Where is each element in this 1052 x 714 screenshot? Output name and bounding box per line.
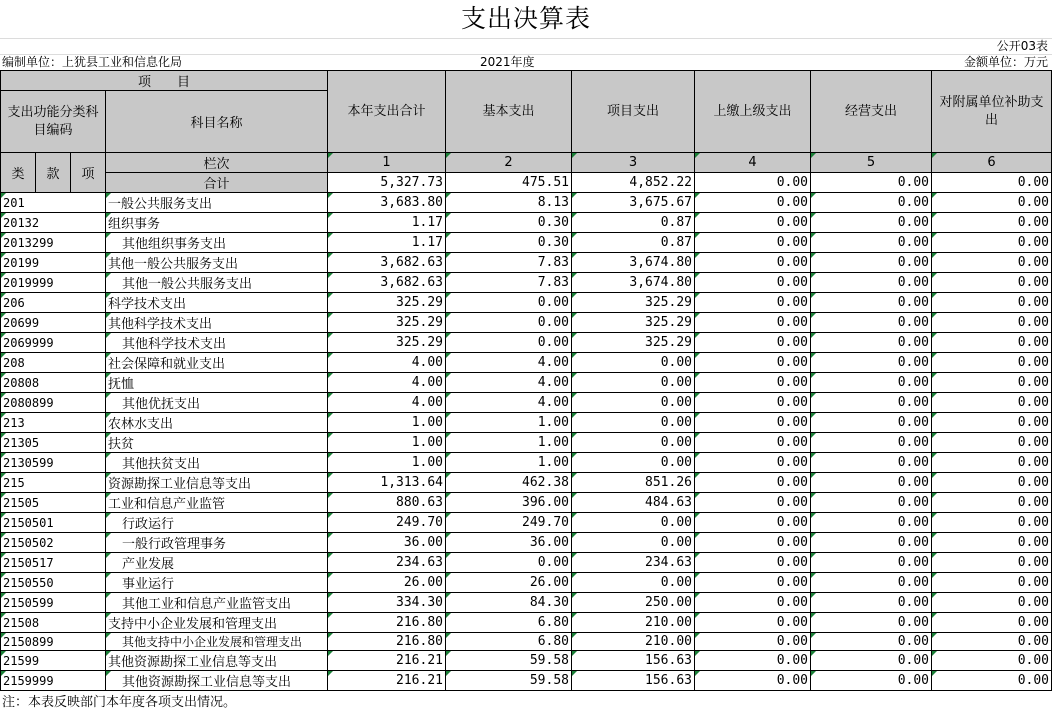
- row-value-col5[interactable]: 0.00: [811, 493, 932, 513]
- row-code[interactable]: 21508: [1, 613, 106, 633]
- row-subject-name[interactable]: 其他支持中小企业发展和管理支出: [106, 633, 328, 651]
- row-value-col6[interactable]: 0.00: [932, 533, 1052, 553]
- row-subject-name[interactable]: 其他工业和信息产业监管支出: [106, 593, 328, 613]
- row-value-col4[interactable]: 0.00: [695, 393, 811, 413]
- row-value-col6[interactable]: 0.00: [932, 213, 1052, 233]
- row-code[interactable]: 2130599: [1, 453, 106, 473]
- row-subject-name[interactable]: 其他扶贫支出: [106, 453, 328, 473]
- row-value-col5[interactable]: 0.00: [811, 633, 932, 651]
- row-subject-name[interactable]: 其他科学技术支出: [106, 333, 328, 353]
- row-value-col2[interactable]: 59.58: [446, 651, 572, 671]
- row-value-col5[interactable]: 0.00: [811, 613, 932, 633]
- col-total-header: 本年支出合计: [328, 71, 446, 153]
- xiang-header: 项: [71, 153, 106, 193]
- row-value-col1[interactable]: 216.21: [328, 671, 446, 691]
- row-value-col1[interactable]: 1.00: [328, 433, 446, 453]
- row-value-col3[interactable]: 3,675.67: [572, 193, 695, 213]
- row-subject-name[interactable]: 其他一般公共服务支出: [106, 273, 328, 293]
- row-code[interactable]: 20199: [1, 253, 106, 273]
- row-value-col5[interactable]: 0.00: [811, 553, 932, 573]
- row-value-col4[interactable]: 0.00: [695, 513, 811, 533]
- row-value-col4[interactable]: 0.00: [695, 493, 811, 513]
- row-subject-name[interactable]: 事业运行: [106, 573, 328, 593]
- row-value-col4[interactable]: 0.00: [695, 573, 811, 593]
- table-row[interactable]: [1, 613, 1052, 633]
- meta-info-row: [0, 54, 1052, 70]
- col-business-header: 经营支出: [811, 71, 932, 153]
- row-subject-name[interactable]: 产业发展: [106, 553, 328, 573]
- item-header: 项 目: [1, 71, 328, 91]
- row-value-col4[interactable]: 0.00: [695, 333, 811, 353]
- table-row[interactable]: [1, 253, 1052, 273]
- row-value-col2[interactable]: 36.00: [446, 533, 572, 553]
- row-value-col6[interactable]: 0.00: [932, 453, 1052, 473]
- table-row[interactable]: [1, 453, 1052, 473]
- row-value-col1[interactable]: 325.29: [328, 293, 446, 313]
- total-v1: 5,327.73: [328, 173, 446, 193]
- row-value-col4[interactable]: 0.00: [695, 473, 811, 493]
- row-value-col1[interactable]: 3,682.63: [328, 273, 446, 293]
- row-value-col1[interactable]: 1,313.64: [328, 473, 446, 493]
- row-value-col5[interactable]: 0.00: [811, 651, 932, 671]
- row-value-col3[interactable]: 210.00: [572, 633, 695, 651]
- row-subject-name[interactable]: 其他资源勘探工业信息等支出: [106, 671, 328, 691]
- table-row[interactable]: [1, 373, 1052, 393]
- row-value-col4[interactable]: 0.00: [695, 313, 811, 333]
- form-number: 公开03表: [996, 39, 1048, 53]
- amount-unit: 金额单位：万元: [963, 55, 1048, 69]
- row-value-col6[interactable]: 0.00: [932, 593, 1052, 613]
- row-value-col1[interactable]: 1.00: [328, 413, 446, 433]
- total-v3: 4,852.22: [572, 173, 695, 193]
- row-value-col2[interactable]: 7.83: [446, 273, 572, 293]
- row-value-col5[interactable]: 0.00: [811, 313, 932, 333]
- row-value-col4[interactable]: 0.00: [695, 233, 811, 253]
- row-value-col1[interactable]: 325.29: [328, 313, 446, 333]
- row-value-col1[interactable]: 1.17: [328, 233, 446, 253]
- row-value-col6[interactable]: 0.00: [932, 233, 1052, 253]
- row-value-col2[interactable]: 462.38: [446, 473, 572, 493]
- total-v5: 0.00: [811, 173, 932, 193]
- row-subject-name[interactable]: 支持中小企业发展和管理支出: [106, 613, 328, 633]
- row-value-col1[interactable]: 216.80: [328, 633, 446, 651]
- page-title: 支出决算表: [460, 4, 591, 33]
- row-value-col5[interactable]: 0.00: [811, 573, 932, 593]
- row-subject-name[interactable]: 扶贫: [106, 433, 328, 453]
- table-row[interactable]: [1, 493, 1052, 513]
- lei-header: 类: [1, 153, 36, 193]
- table-row[interactable]: [1, 333, 1052, 353]
- row-value-col2[interactable]: 0.00: [446, 313, 572, 333]
- row-value-col2[interactable]: 1.00: [446, 453, 572, 473]
- row-value-col2[interactable]: 6.80: [446, 633, 572, 651]
- row-code[interactable]: 20808: [1, 373, 106, 393]
- row-value-col1[interactable]: 3,683.80: [328, 193, 446, 213]
- row-value-col1[interactable]: 880.63: [328, 493, 446, 513]
- row-value-col1[interactable]: 26.00: [328, 573, 446, 593]
- row-value-col5[interactable]: 0.00: [811, 213, 932, 233]
- row-code[interactable]: 21599: [1, 651, 106, 671]
- row-value-col1[interactable]: 1.17: [328, 213, 446, 233]
- row-subject-name[interactable]: 其他资源勘探工业信息等支出: [106, 651, 328, 671]
- col-subsidy-header: 对附属单位补助支出: [932, 71, 1052, 153]
- row-code[interactable]: 2150502: [1, 533, 106, 553]
- row-code[interactable]: 2080899: [1, 393, 106, 413]
- row-value-col3[interactable]: 0.00: [572, 393, 695, 413]
- row-value-col1[interactable]: 325.29: [328, 333, 446, 353]
- table-row[interactable]: [1, 533, 1052, 553]
- row-value-col3[interactable]: 3,674.80: [572, 253, 695, 273]
- row-code[interactable]: 215: [1, 473, 106, 493]
- row-subject-name[interactable]: 其他组织事务支出: [106, 233, 328, 253]
- col-basic-header: 基本支出: [446, 71, 572, 153]
- row-value-col5[interactable]: 0.00: [811, 233, 932, 253]
- row-code[interactable]: 21305: [1, 433, 106, 453]
- row-value-col5[interactable]: 0.00: [811, 373, 932, 393]
- col-number-4: 4: [695, 153, 811, 173]
- table-row[interactable]: [1, 353, 1052, 373]
- row-code[interactable]: 2159999: [1, 671, 106, 691]
- row-value-col5[interactable]: 0.00: [811, 533, 932, 553]
- row-value-col6[interactable]: 0.00: [932, 313, 1052, 333]
- row-code[interactable]: 2150599: [1, 593, 106, 613]
- row-code[interactable]: 2150550: [1, 573, 106, 593]
- table-row[interactable]: [1, 193, 1052, 213]
- row-value-col5[interactable]: 0.00: [811, 393, 932, 413]
- col-upper-header: 上缴上级支出: [695, 71, 811, 153]
- row-value-col5[interactable]: 0.00: [811, 333, 932, 353]
- row-value-col4[interactable]: 0.00: [695, 433, 811, 453]
- row-subject-name[interactable]: 社会保障和就业支出: [106, 353, 328, 373]
- col-number-3: 3: [572, 153, 695, 173]
- row-value-col2[interactable]: 396.00: [446, 493, 572, 513]
- row-value-col3[interactable]: 484.63: [572, 493, 695, 513]
- row-value-col3[interactable]: 0.00: [572, 413, 695, 433]
- row-value-col6[interactable]: 0.00: [932, 493, 1052, 513]
- row-value-col5[interactable]: 0.00: [811, 453, 932, 473]
- row-code[interactable]: 2150899: [1, 633, 106, 651]
- row-value-col6[interactable]: 0.00: [932, 273, 1052, 293]
- row-value-col6[interactable]: 0.00: [932, 513, 1052, 533]
- row-value-col4[interactable]: 0.00: [695, 651, 811, 671]
- row-value-col4[interactable]: 0.00: [695, 373, 811, 393]
- row-value-col3[interactable]: 325.29: [572, 293, 695, 313]
- table-row[interactable]: [1, 513, 1052, 533]
- table-row[interactable]: [1, 473, 1052, 493]
- row-value-col2[interactable]: 0.00: [446, 553, 572, 573]
- table-row[interactable]: [1, 233, 1052, 253]
- row-value-col3[interactable]: 210.00: [572, 613, 695, 633]
- row-value-col6[interactable]: 0.00: [932, 633, 1052, 651]
- total-v4: 0.00: [695, 173, 811, 193]
- row-value-col6[interactable]: 0.00: [932, 473, 1052, 493]
- row-value-col2[interactable]: 8.13: [446, 193, 572, 213]
- row-value-col3[interactable]: 0.00: [572, 453, 695, 473]
- table-row[interactable]: [1, 293, 1052, 313]
- row-value-col2[interactable]: 0.00: [446, 333, 572, 353]
- row-value-col5[interactable]: 0.00: [811, 671, 932, 691]
- row-value-col2[interactable]: 4.00: [446, 373, 572, 393]
- row-value-col3[interactable]: 0.00: [572, 353, 695, 373]
- total-v2: 475.51: [446, 173, 572, 193]
- row-value-col5[interactable]: 0.00: [811, 593, 932, 613]
- col-number-2: 2: [446, 153, 572, 173]
- row-value-col4[interactable]: 0.00: [695, 553, 811, 573]
- row-value-col5[interactable]: 0.00: [811, 353, 932, 373]
- row-value-col2[interactable]: 6.80: [446, 613, 572, 633]
- row-subject-name[interactable]: 一般行政管理事务: [106, 533, 328, 553]
- row-value-col3[interactable]: 325.29: [572, 333, 695, 353]
- row-subject-name[interactable]: 其他优抚支出: [106, 393, 328, 413]
- col-number-6: 6: [932, 153, 1052, 173]
- row-value-col2[interactable]: 1.00: [446, 433, 572, 453]
- row-code[interactable]: 201: [1, 193, 106, 213]
- table-note: 注：本表反映部门本年度各项支出情况。: [2, 695, 237, 710]
- row-value-col6[interactable]: 0.00: [932, 433, 1052, 453]
- subject-name-header: 科目名称: [106, 91, 328, 153]
- row-value-col6[interactable]: 0.00: [932, 553, 1052, 573]
- row-value-col1[interactable]: 4.00: [328, 393, 446, 413]
- total-v6: 0.00: [932, 173, 1052, 193]
- row-code[interactable]: 2013299: [1, 233, 106, 253]
- row-value-col6[interactable]: 0.00: [932, 293, 1052, 313]
- table-row[interactable]: [1, 573, 1052, 593]
- row-value-col1[interactable]: 4.00: [328, 353, 446, 373]
- row-code[interactable]: 208: [1, 353, 106, 373]
- row-code[interactable]: 2150517: [1, 553, 106, 573]
- row-value-col4[interactable]: 0.00: [695, 633, 811, 651]
- row-value-col4[interactable]: 0.00: [695, 533, 811, 553]
- table-row[interactable]: [1, 671, 1052, 691]
- row-value-col4[interactable]: 0.00: [695, 353, 811, 373]
- row-value-col2[interactable]: 1.00: [446, 413, 572, 433]
- func-code-header: 支出功能分类科目编码: [1, 91, 106, 153]
- row-value-col2[interactable]: 0.30: [446, 213, 572, 233]
- row-value-col6[interactable]: 0.00: [932, 613, 1052, 633]
- row-code[interactable]: 21505: [1, 493, 106, 513]
- row-value-col3[interactable]: 851.26: [572, 473, 695, 493]
- fiscal-year: 2021年度: [480, 55, 535, 69]
- row-value-col4[interactable]: 0.00: [695, 413, 811, 433]
- row-value-col3[interactable]: 234.63: [572, 553, 695, 573]
- col-number-5: 5: [811, 153, 932, 173]
- row-value-col4[interactable]: 0.00: [695, 273, 811, 293]
- row-value-col2[interactable]: 7.83: [446, 253, 572, 273]
- row-value-col6[interactable]: 0.00: [932, 193, 1052, 213]
- table-row[interactable]: [1, 553, 1052, 573]
- row-value-col6[interactable]: 0.00: [932, 671, 1052, 691]
- row-subject-name[interactable]: 工业和信息产业监管: [106, 493, 328, 513]
- lanci-header: 栏次: [106, 153, 328, 173]
- row-code[interactable]: 2150501: [1, 513, 106, 533]
- row-value-col6[interactable]: 0.00: [932, 373, 1052, 393]
- row-subject-name[interactable]: 一般公共服务支出: [106, 193, 328, 213]
- row-value-col1[interactable]: 249.70: [328, 513, 446, 533]
- row-value-col6[interactable]: 0.00: [932, 651, 1052, 671]
- form-number-row: [0, 38, 1052, 54]
- kuan-header: 款: [36, 153, 71, 193]
- row-value-col3[interactable]: 0.87: [572, 233, 695, 253]
- row-value-col6[interactable]: 0.00: [932, 253, 1052, 273]
- col-number-1: 1: [328, 153, 446, 173]
- table-body: [1, 193, 1052, 691]
- row-value-col6[interactable]: 0.00: [932, 573, 1052, 593]
- row-value-col4[interactable]: 0.00: [695, 193, 811, 213]
- table-row[interactable]: [1, 393, 1052, 413]
- row-subject-name[interactable]: 其他科学技术支出: [106, 313, 328, 333]
- row-value-col5[interactable]: 0.00: [811, 473, 932, 493]
- row-value-col3[interactable]: 156.63: [572, 651, 695, 671]
- row-value-col2[interactable]: 0.30: [446, 233, 572, 253]
- row-value-col1[interactable]: 36.00: [328, 533, 446, 553]
- table-row[interactable]: [1, 313, 1052, 333]
- total-label: 合计: [106, 173, 328, 193]
- row-value-col2[interactable]: 59.58: [446, 671, 572, 691]
- table-row[interactable]: [1, 633, 1052, 651]
- row-code[interactable]: 20699: [1, 313, 106, 333]
- row-value-col3[interactable]: 0.00: [572, 513, 695, 533]
- row-value-col5[interactable]: 0.00: [811, 253, 932, 273]
- row-value-col5[interactable]: 0.00: [811, 513, 932, 533]
- row-value-col3[interactable]: 156.63: [572, 671, 695, 691]
- row-value-col5[interactable]: 0.00: [811, 433, 932, 453]
- row-value-col2[interactable]: 84.30: [446, 593, 572, 613]
- row-subject-name[interactable]: 其他一般公共服务支出: [106, 253, 328, 273]
- row-value-col4[interactable]: 0.00: [695, 593, 811, 613]
- row-value-col1[interactable]: 334.30: [328, 593, 446, 613]
- row-value-col3[interactable]: 0.00: [572, 373, 695, 393]
- row-value-col3[interactable]: 325.29: [572, 313, 695, 333]
- row-value-col6[interactable]: 0.00: [932, 353, 1052, 373]
- row-value-col6[interactable]: 0.00: [932, 393, 1052, 413]
- row-value-col5[interactable]: 0.00: [811, 293, 932, 313]
- col-project-header: 项目支出: [572, 71, 695, 153]
- table-row[interactable]: [1, 433, 1052, 453]
- row-value-col3[interactable]: 250.00: [572, 593, 695, 613]
- row-code[interactable]: 2069999: [1, 333, 106, 353]
- row-value-col4[interactable]: 0.00: [695, 293, 811, 313]
- row-value-col2[interactable]: 249.70: [446, 513, 572, 533]
- row-value-col4[interactable]: 0.00: [695, 253, 811, 273]
- row-value-col3[interactable]: 0.00: [572, 573, 695, 593]
- row-value-col4[interactable]: 0.00: [695, 213, 811, 233]
- row-value-col1[interactable]: 216.80: [328, 613, 446, 633]
- table-row[interactable]: [1, 413, 1052, 433]
- row-value-col1[interactable]: 3,682.63: [328, 253, 446, 273]
- row-subject-name[interactable]: 科学技术支出: [106, 293, 328, 313]
- row-value-col4[interactable]: 0.00: [695, 613, 811, 633]
- row-code[interactable]: 206: [1, 293, 106, 313]
- table-row[interactable]: [1, 651, 1052, 671]
- row-value-col2[interactable]: 4.00: [446, 353, 572, 373]
- row-value-col1[interactable]: 216.21: [328, 651, 446, 671]
- row-value-col2[interactable]: 0.00: [446, 293, 572, 313]
- row-subject-name[interactable]: 组织事务: [106, 213, 328, 233]
- row-value-col6[interactable]: 0.00: [932, 333, 1052, 353]
- row-code[interactable]: 20132: [1, 213, 106, 233]
- row-subject-name[interactable]: 资源勘探工业信息等支出: [106, 473, 328, 493]
- table-row[interactable]: [1, 273, 1052, 293]
- row-code[interactable]: 213: [1, 413, 106, 433]
- row-value-col5[interactable]: 0.00: [811, 273, 932, 293]
- row-value-col5[interactable]: 0.00: [811, 193, 932, 213]
- row-value-col2[interactable]: 4.00: [446, 393, 572, 413]
- row-value-col3[interactable]: 0.00: [572, 533, 695, 553]
- row-value-col1[interactable]: 4.00: [328, 373, 446, 393]
- row-code[interactable]: 2019999: [1, 273, 106, 293]
- row-value-col4[interactable]: 0.00: [695, 453, 811, 473]
- row-value-col4[interactable]: 0.00: [695, 671, 811, 691]
- row-value-col1[interactable]: 234.63: [328, 553, 446, 573]
- row-subject-name[interactable]: 抚恤: [106, 373, 328, 393]
- row-value-col2[interactable]: 26.00: [446, 573, 572, 593]
- row-value-col3[interactable]: 0.87: [572, 213, 695, 233]
- row-subject-name[interactable]: 农林水支出: [106, 413, 328, 433]
- table-row[interactable]: [1, 593, 1052, 613]
- compiling-unit: 编制单位：上犹县工业和信息化局: [2, 55, 183, 69]
- expenditure-table: [0, 70, 1052, 691]
- row-subject-name[interactable]: 行政运行: [106, 513, 328, 533]
- row-value-col6[interactable]: 0.00: [932, 413, 1052, 433]
- row-value-col3[interactable]: 0.00: [572, 433, 695, 453]
- row-value-col3[interactable]: 3,674.80: [572, 273, 695, 293]
- table-row[interactable]: [1, 213, 1052, 233]
- row-value-col5[interactable]: 0.00: [811, 413, 932, 433]
- row-value-col1[interactable]: 1.00: [328, 453, 446, 473]
